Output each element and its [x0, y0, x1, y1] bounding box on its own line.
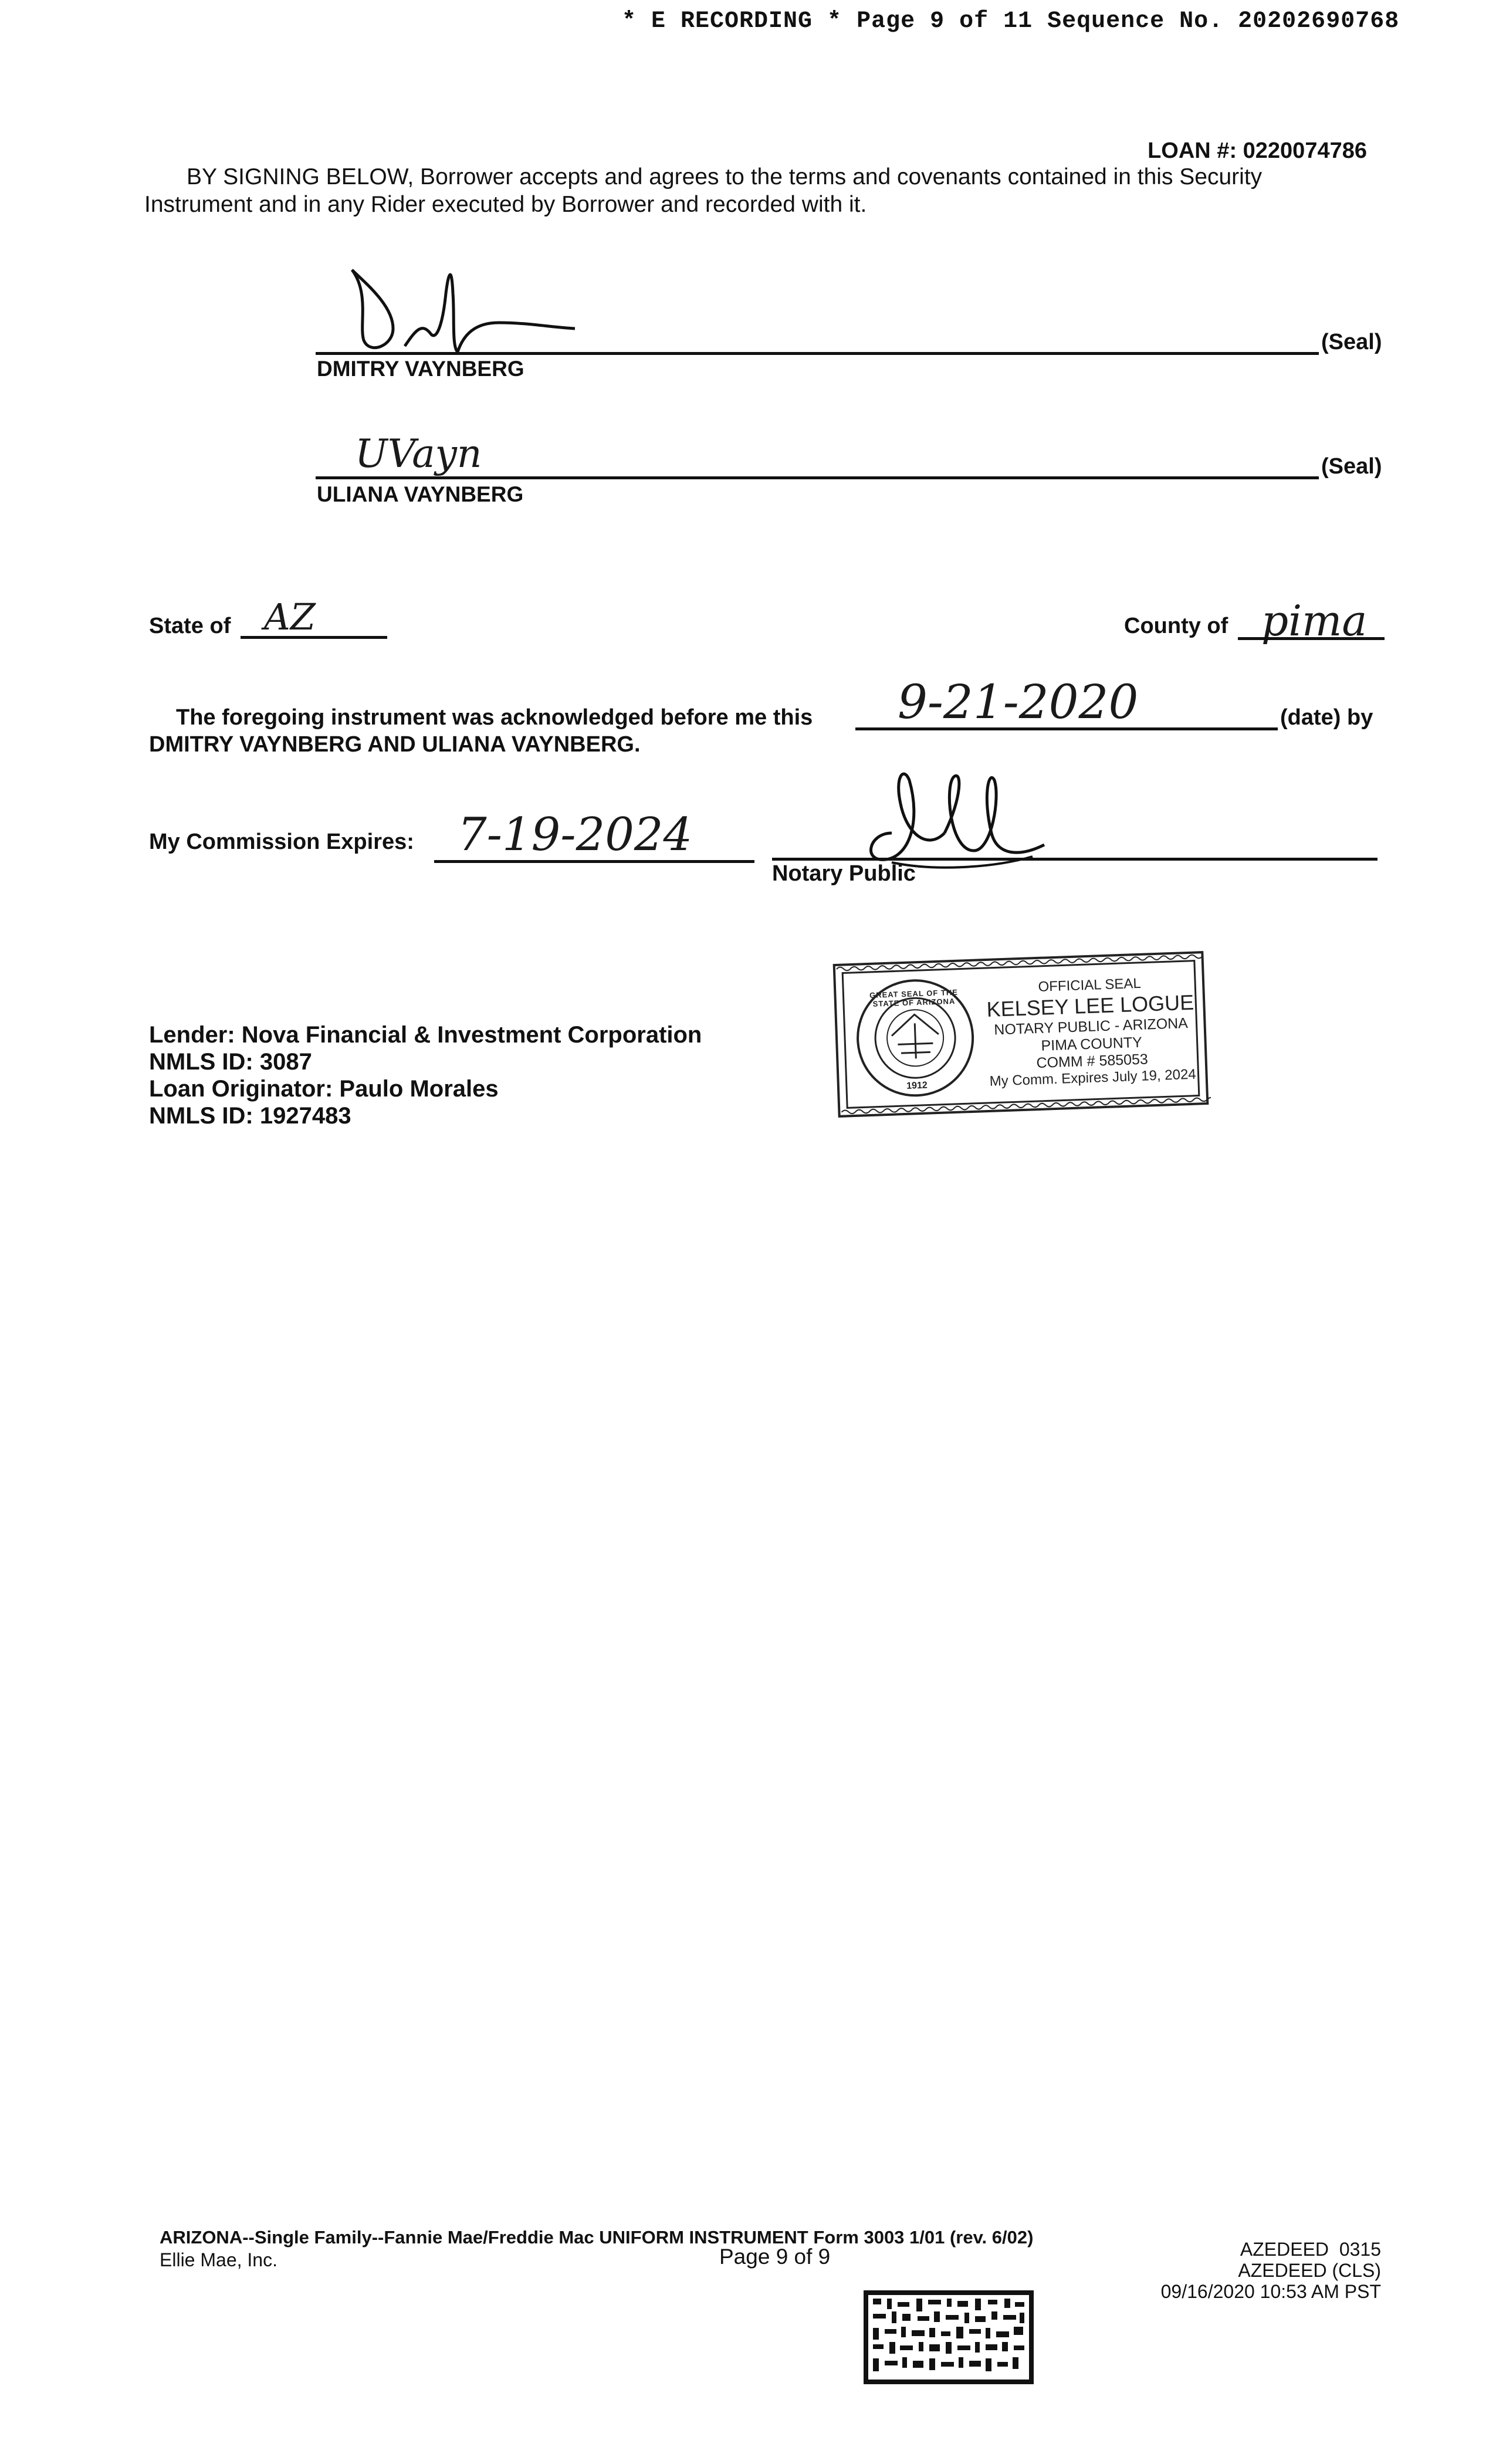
state-line	[241, 636, 387, 639]
recording-header: * E RECORDING * Page 9 of 11 Sequence No. 20202690768	[622, 8, 1400, 35]
loan-number: LOAN #: 0220074786	[1148, 138, 1367, 163]
official-seal-label: OFFICIAL SEAL	[1038, 975, 1142, 995]
notary-comm-number: COMM # 585053	[1036, 1051, 1149, 1072]
notary-public-label: Notary Public	[772, 861, 916, 886]
notary-name: KELSEY LEE LOGUE	[986, 990, 1194, 1021]
lender-line-3: Loan Originator: Paulo Morales	[149, 1076, 499, 1102]
lender-line-4: NMLS ID: 1927483	[149, 1103, 351, 1129]
notary-county: PIMA COUNTY	[1041, 1034, 1143, 1054]
uliana-signature: UVayn	[355, 431, 482, 476]
footer-timestamp: 09/16/2020 10:53 AM PST	[1160, 2281, 1381, 2302]
notary-signature-line	[772, 858, 1377, 861]
notary-comm-expires: My Comm. Expires July 19, 2024	[989, 1066, 1197, 1089]
footer-company: Ellie Mae, Inc.	[160, 2249, 277, 2270]
signer-1-name: DMITRY VAYNBERG	[317, 357, 524, 381]
signer-2-name: ULIANA VAYNBERG	[317, 482, 524, 506]
lender-line-1: Lender: Nova Financial & Investment Corporation	[149, 1022, 702, 1048]
notary-seal-stamp	[830, 949, 1211, 1120]
footer-page: Page 9 of 9	[719, 2245, 831, 2269]
signature-line-2	[316, 476, 1319, 479]
dmitry-signature	[329, 258, 587, 358]
footer-code-1: AZEDEED 0315	[1240, 2239, 1381, 2260]
county-label: County of	[1124, 614, 1228, 638]
commission-line	[434, 860, 754, 863]
signer-2-seal: (Seal)	[1321, 454, 1382, 479]
lender-line-2: NMLS ID: 3087	[149, 1049, 312, 1075]
commission-label: My Commission Expires:	[149, 830, 414, 854]
ack-date-line	[855, 727, 1278, 730]
ack-text: The foregoing instrument was acknowledged before me this	[176, 705, 813, 730]
date-by: (date) by	[1280, 705, 1373, 730]
acknowledged-names: DMITRY VAYNBERG AND ULIANA VAYNBERG.	[149, 732, 641, 757]
footer-form-line: ARIZONA--Single Family--Fannie Mae/Freddie Mac UNIFORM INSTRUMENT Form 3003 1/01 (rev. 6/02)	[160, 2227, 1034, 2248]
intro-line-1: BY SIGNING BELOW, Borrower accepts and agrees to the terms and covenants contained in this Security	[187, 164, 1263, 189]
footer-code-2: AZEDEED (CLS)	[1238, 2260, 1381, 2281]
county-line	[1238, 637, 1385, 640]
intro-line-2: Instrument and in any Rider executed by Borrower and recorded with it.	[144, 192, 867, 217]
county-value: pima	[1261, 596, 1368, 645]
document-barcode	[864, 2290, 1034, 2384]
signer-1-seal: (Seal)	[1321, 330, 1382, 354]
state-seal-year: 1912	[906, 1080, 928, 1091]
commission-value: 7-19-2024	[458, 808, 693, 861]
state-value: AZ	[264, 595, 316, 638]
ack-date: 9-21-2020	[898, 675, 1139, 729]
state-seal-ring-text: GREAT SEAL OF THE STATE OF ARIZONA	[869, 987, 959, 1008]
notary-title: NOTARY PUBLIC - ARIZONA	[993, 1015, 1189, 1038]
state-label: State of	[149, 614, 231, 638]
signature-line-1	[316, 352, 1319, 355]
